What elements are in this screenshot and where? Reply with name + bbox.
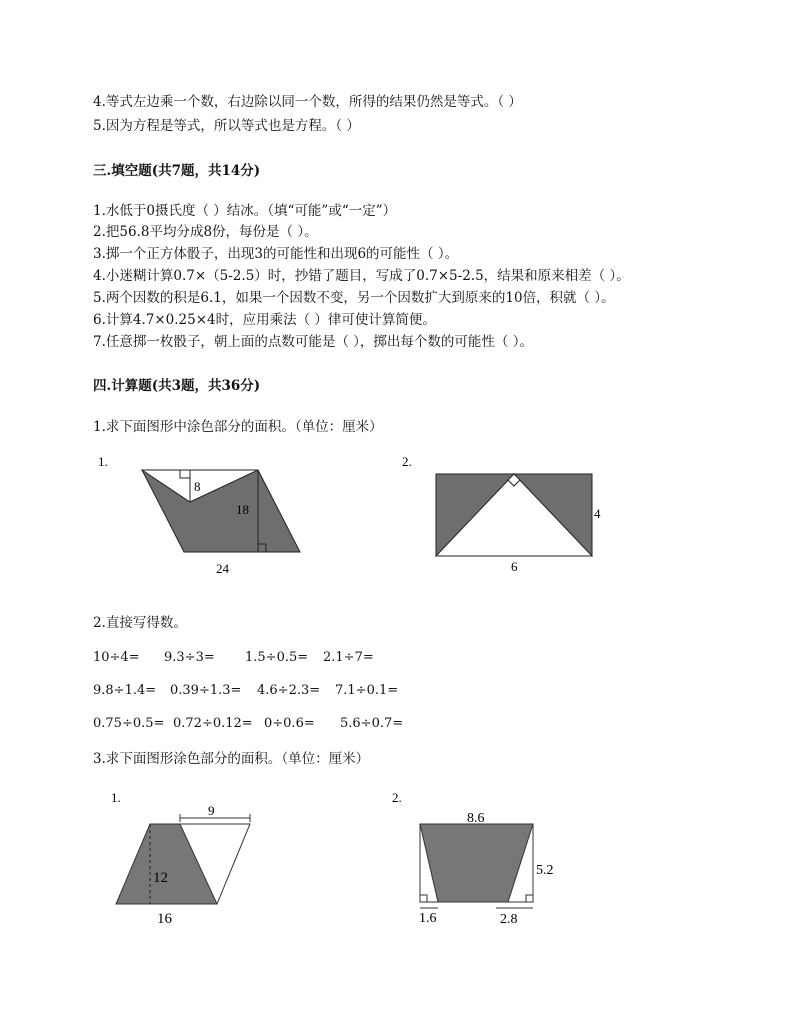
q3-fig1-height-label: 12 [153,870,168,886]
q3-fig1-number: 1. [111,790,121,805]
q3-fig2-height-label: 5.2 [536,863,554,878]
calc-cell: 2.1÷7= [323,650,374,665]
fill-item-4: 4.小迷糊计算0.7×（5-2.5）时，抄错了题目，写成了0.7×5-2.5，结果和原来相差（ ）。 [93,268,630,284]
q3-fig1-base-label: 16 [157,911,172,927]
calc-cell: 7.1÷0.1= [335,683,399,698]
right-angle-mark [420,895,427,902]
q3-fig2-top-label: 8.6 [467,811,485,826]
q1-figure-1 [90,448,310,583]
q1-fig1-base-label: 24 [216,561,229,576]
fill-item-2: 2.把56.8平均分成8份，每份是（ ）。 [93,224,318,240]
q1-fig2-height-label: 4 [594,506,601,521]
fill-item-1: 1.水低于0摄氏度（ ）结冰。（填“可能”或“一定”） [93,203,397,219]
q1-fig1-height-label: 18 [236,502,249,517]
fill-item-5: 5.两个因数的积是6.1，如果一个因数不变，另一个因数扩大到原来的10倍，积就（ ）。 [93,290,615,306]
fill-item-7: 7.任意掷一枚骰子，朝上面的点数可能是（ ），掷出每个数的可能性（ ）。 [93,334,533,350]
calc-cell: 0.75÷0.5= [93,716,165,731]
calc-cell: 0.39÷1.3= [170,683,242,698]
q3-figure-1 [100,782,300,932]
calc-q2-text: 2.直接写得数。 [93,615,187,631]
calc-cell: 0÷0.6= [264,716,315,731]
q3-fig2-trapezoid [420,824,533,902]
q3-fig2-number: 2. [392,790,402,805]
q3-figure-2 [388,782,588,932]
q3-fig1-top-label: 9 [208,803,215,818]
q1-fig1-number: 1. [98,454,108,469]
q3-fig2-right-label: 2.8 [500,912,518,927]
right-angle-mark [526,895,533,902]
calc-cell: 0.72÷0.12= [173,716,253,731]
judgment-item-5: 5.因为方程是等式，所以等式也是方程。（ ） [93,118,360,134]
q1-fig1-top-label: 8 [194,479,201,494]
calc-cell: 9.8÷1.4= [93,683,157,698]
fill-item-6: 6.计算4.7×0.25×4时，应用乘法（ ）律可使计算简便。 [93,312,436,328]
calc-cell: 9.3÷3= [164,650,215,665]
q3-fig1-trapezoid [116,824,217,904]
calc-cell: 10÷4= [93,650,140,665]
calc-cell: 1.5÷0.5= [245,650,309,665]
judgment-item-4: 4.等式左边乘一个数，右边除以同一个数，所得的结果仍然是等式。（ ） [93,94,522,110]
section-3-title: 三.填空题(共7题，共14分) [93,163,261,179]
calc-q3-text: 3.求下面图形涂色部分的面积。（单位：厘米） [93,751,370,767]
q3-fig2-left-label: 1.6 [419,911,437,926]
q1-fig2-base-label: 6 [511,559,518,574]
section-4-title: 四.计算题(共3题，共36分) [93,378,261,394]
q1-figure-2 [398,448,618,578]
calc-cell: 5.6÷0.7= [340,716,404,731]
calc-q1-text: 1.求下面图形中涂色部分的面积。（单位：厘米） [93,419,383,435]
q1-fig2-number: 2. [402,454,412,469]
fill-item-3: 3.掷一个正方体骰子，出现3的可能性和出现6的可能性（ ）。 [93,246,459,262]
calc-cell: 4.6÷2.3= [257,683,321,698]
